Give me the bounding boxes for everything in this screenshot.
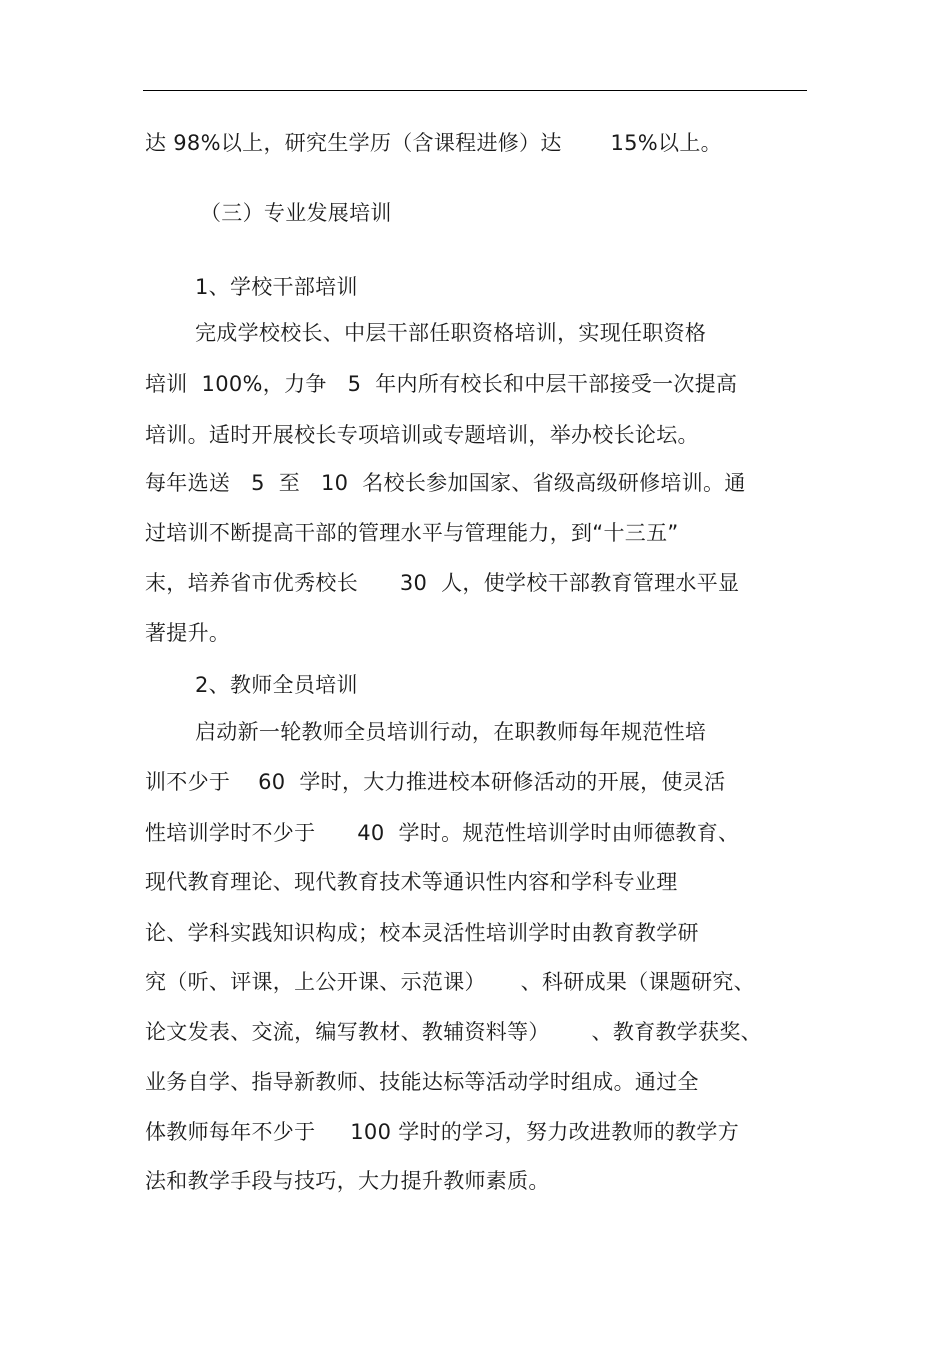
text-line: 性培训学时不少于 40 学时。规范性培训学时由师德教育、 (145, 821, 740, 845)
text-line: 培训。适时开展校长专项培训或专题培训，举办校长论坛。 (145, 423, 699, 447)
text-line: 体教师每年不少于 100 学时的学习，努力改进教师的教学方 (145, 1120, 740, 1144)
text-line: 训不少于 60 学时，大力推进校本研修活动的开展，使灵活 (145, 770, 726, 794)
header-rule (143, 90, 807, 91)
text-line: 培训 100%，力争 5 年内所有校长和中层干部接受一次提高 (145, 372, 738, 396)
text-line: 完成学校校长、中层干部任职资格培训，实现任职资格 (195, 321, 707, 345)
text-line: 业务自学、指导新教师、技能达标等活动学时组成。通过全 (145, 1070, 699, 1094)
text-line: 究（听、评课，上公开课、示范课） 、科研成果（课题研究、 (145, 970, 755, 994)
text-line: 著提升。 (145, 621, 231, 645)
text-line: 达 98%以上，研究生学历（含课程进修）达 15%以上。 (145, 131, 722, 155)
text-line: 过培训不断提高干部的管理水平与管理能力，到“十三五” (145, 521, 679, 545)
text-line: 启动新一轮教师全员培训行动，在职教师每年规范性培 (195, 720, 707, 744)
text-line: 论、学科实践知识构成；校本灵活性培训学时由教育教学研 (145, 921, 699, 945)
subsection-heading: 2、教师全员培训 (195, 673, 358, 697)
text-line: 末，培养省市优秀校长 30 人，使学校干部教育管理水平显 (145, 571, 740, 595)
text-line: 现代教育理论、现代教育技术等通识性内容和学科专业理 (145, 870, 678, 894)
text-line: 每年选送 5 至 10 名校长参加国家、省级高级研修培训。通 (145, 471, 746, 495)
subsection-heading: 1、学校干部培训 (195, 275, 358, 299)
section-heading: （三）专业发展培训 (200, 201, 392, 225)
text-line: 法和教学手段与技巧，大力提升教师素质。 (145, 1169, 550, 1193)
text-line: 论文发表、交流，编写教材、教辅资料等） 、教育教学获奖、 (145, 1020, 762, 1044)
